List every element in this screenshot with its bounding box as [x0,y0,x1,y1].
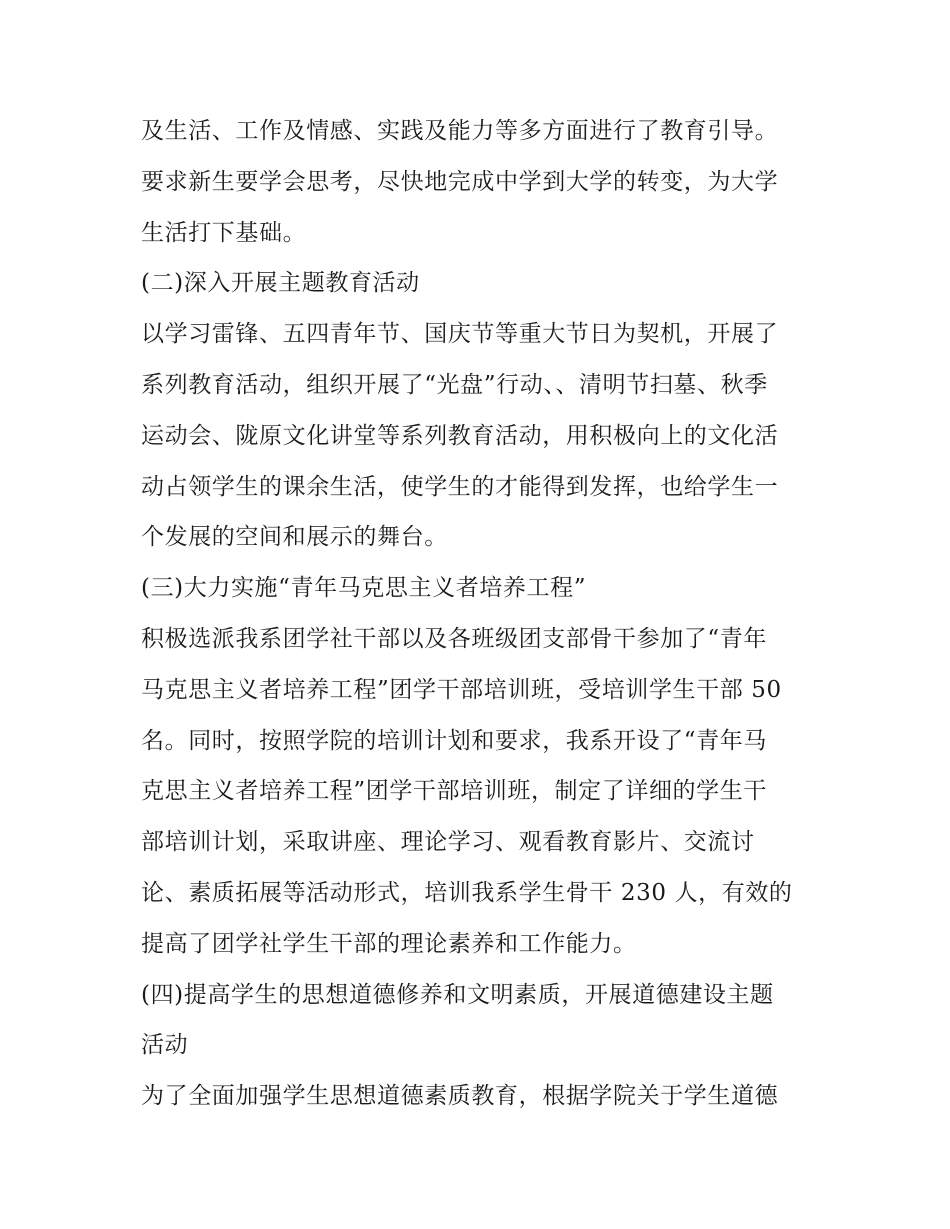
text-line: 部培训计划，采取讲座、理论学习、观看教育影片、交流讨 [141,829,755,856]
section-heading: (四)提高学生的思想道德修养和文明素质，开展道德建设主题 [141,981,774,1008]
text-line: 论、素质拓展等活动形式，培训我系学生骨干 230 人，有效的 [141,879,793,906]
text-line: 运动会、陇原文化讲堂等系列教育活动，用积极向上的文化活 [141,422,779,449]
section-heading: 活动 [141,1032,189,1059]
text-line: 提高了团学社学生干部的理论素养和工作能力。 [141,930,637,957]
text-line: 马克思主义者培养工程”团学干部培训班，受培训学生干部 50 [141,676,782,703]
section-heading: (二)深入开展主题教育活动 [141,270,420,297]
text-line: 及生活、工作及情感、实践及能力等多方面进行了教育引导。 [141,118,779,144]
text-line: 动占领学生的课余生活，使学生的才能得到发挥，也给学生一 [141,473,779,500]
text-line: 个发展的空间和展示的舞台。 [141,524,448,551]
text-line: 系列教育活动，组织开展了“光盘”行动、、清明节扫墓、秋季 [141,371,768,398]
text-line: 积极选派我系团学社干部以及各班级团支部骨干参加了“青年 [141,625,767,652]
text-line: 名。同时，按照学院的培训计划和要求，我系开设了“青年马 [141,727,767,754]
document-body [141,106,821,1122]
text-line: 要求新生要学会思考，尽快地完成中学到大学的转变，为大学 [141,168,779,195]
text-line: 以学习雷锋、五四青年节、国庆节等重大节日为契机，开展了 [141,321,779,348]
text-line: 生活打下基础。 [141,219,307,246]
text-line: 为了全面加强学生思想道德素质教育，根据学院关于学生道德 [141,1083,779,1110]
text-line: 克思主义者培养工程”团学干部培训班，制定了详细的学生干 [141,778,767,805]
section-heading: (三)大力实施“青年马克思主义者培养工程” [141,575,587,602]
